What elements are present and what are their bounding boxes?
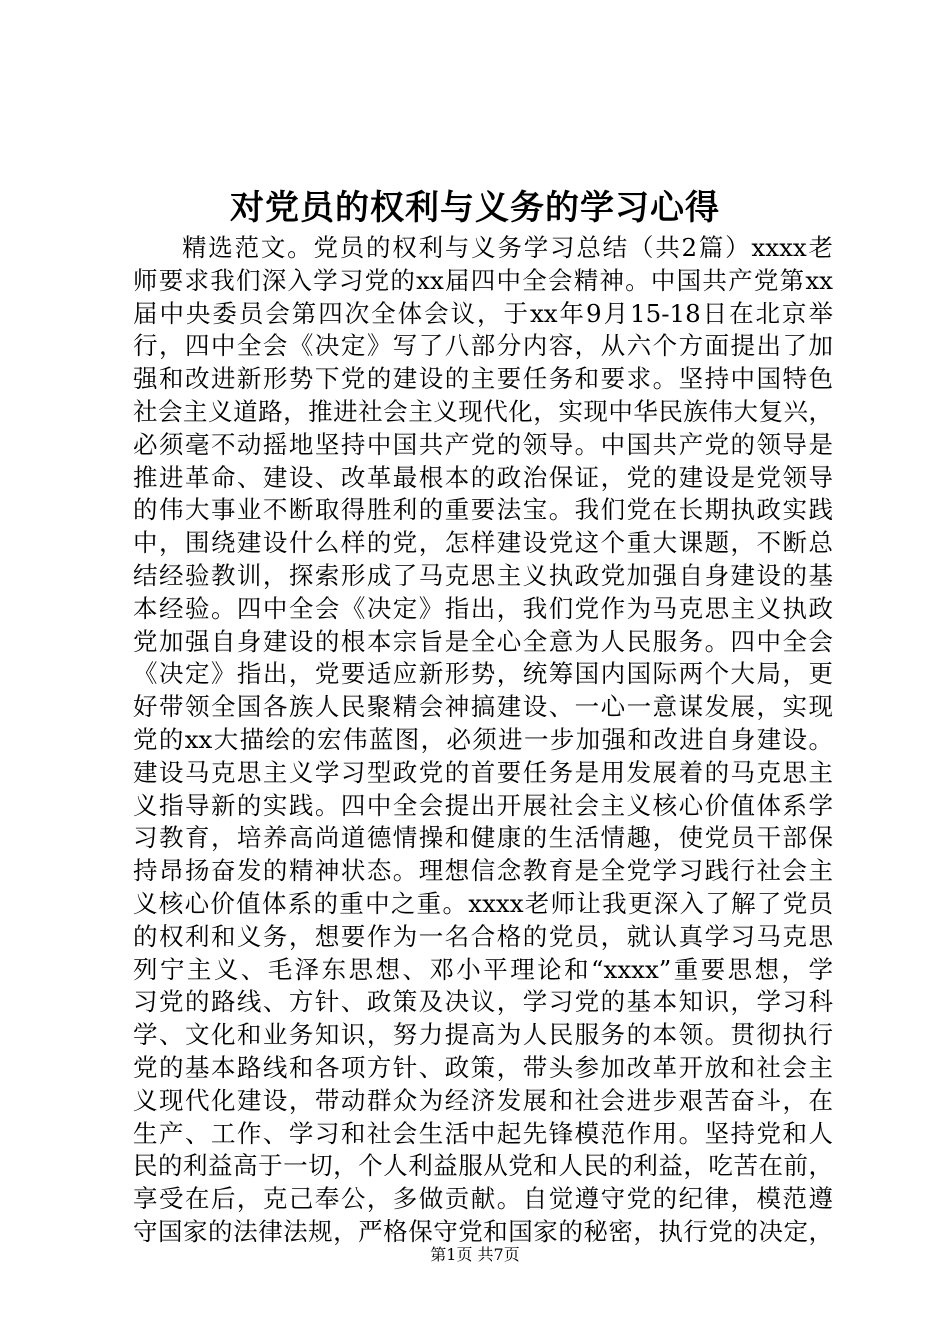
body-line: 建设马克思主义学习型政党的首要任务是用发展着的马克思主	[133, 757, 833, 787]
body-line: 中，围绕建设什么样的党，怎样建设党这个重大课题，不断总	[133, 528, 833, 558]
body-line: 社会主义道路，推进社会主义现代化，实现中华民族伟大复兴，	[133, 396, 833, 426]
body-line: 结经验教训，探索形成了马克思主义执政党加强自身建设的基	[133, 560, 833, 590]
body-line: 党的xx大描绘的宏伟蓝图，必须进一步加强和改进自身建设。	[133, 724, 833, 754]
body-line: 党的基本路线和各项方针、政策，带头参加改革开放和社会主	[133, 1052, 833, 1082]
body-line: 学、文化和业务知识，努力提高为人民服务的本领。贯彻执行	[133, 1020, 833, 1050]
body-line: 行，四中全会《决定》写了八部分内容，从六个方面提出了加	[133, 331, 833, 361]
document-body	[133, 232, 833, 1246]
document-title: 对党员的权利与义务的学习心得	[230, 188, 720, 228]
body-line: 习教育，培养高尚道德情操和健康的生活情趣，使党员干部保	[133, 823, 833, 853]
body-line: 义核心价值体系的重中之重。xxxx老师让我更深入了解了党员	[133, 888, 833, 918]
body-line: 义指导新的实践。四中全会提出开展社会主义核心价值体系学	[133, 790, 833, 820]
body-line: 列宁主义、毛泽东思想、邓小平理论和“xxxx”重要思想，学	[133, 954, 833, 984]
body-line: 推进革命、建设、改革最根本的政治保证，党的建设是党领导	[133, 462, 833, 492]
body-line: 民的利益高于一切，个人利益服从党和人民的利益，吃苦在前，	[133, 1151, 833, 1181]
page-footer: 第1页 共7页	[430, 1245, 520, 1264]
body-line: 的权利和义务，想要作为一名合格的党员，就认真学习马克思	[133, 921, 833, 951]
body-line: 师要求我们深入学习党的xx届四中全会精神。中国共产党第xx	[133, 265, 833, 295]
body-line: 持昂扬奋发的精神状态。理想信念教育是全党学习践行社会主	[133, 856, 833, 886]
body-line: 享受在后，克己奉公，多做贡献。自觉遵守党的纪律，模范遵	[133, 1184, 833, 1214]
body-line: 习党的路线、方针、政策及决议，学习党的基本知识，学习科	[133, 987, 833, 1017]
body-line: 生产、工作、学习和社会生活中起先锋模范作用。坚持党和人	[133, 1118, 833, 1148]
body-line: 本经验。四中全会《决定》指出，我们党作为马克思主义执政	[133, 593, 833, 623]
body-line: 必须毫不动摇地坚持中国共产党的领导。中国共产党的领导是	[133, 429, 833, 459]
body-line: 好带领全国各族人民聚精会神搞建设、一心一意谋发展，实现	[133, 692, 833, 722]
body-line: 届中央委员会第四次全体会议，于xx年9月15-18日在北京举	[133, 298, 833, 328]
body-line: 的伟大事业不断取得胜利的重要法宝。我们党在长期执政实践	[133, 495, 833, 525]
body-line: 义现代化建设，带动群众为经济发展和社会进步艰苦奋斗，在	[133, 1085, 833, 1115]
body-line: 强和改进新形势下党的建设的主要任务和要求。坚持中国特色	[133, 364, 833, 394]
body-line: 党加强自身建设的根本宗旨是全心全意为人民服务。四中全会	[133, 626, 833, 656]
body-line: 精选范文。党员的权利与义务学习总结（共2篇）xxxx老	[182, 233, 833, 262]
body-line: 守国家的法律法规，严格保守党和国家的秘密，执行党的决定，	[133, 1216, 833, 1246]
body-line: 《决定》指出，党要适应新形势，统筹国内国际两个大局，更	[133, 659, 833, 689]
